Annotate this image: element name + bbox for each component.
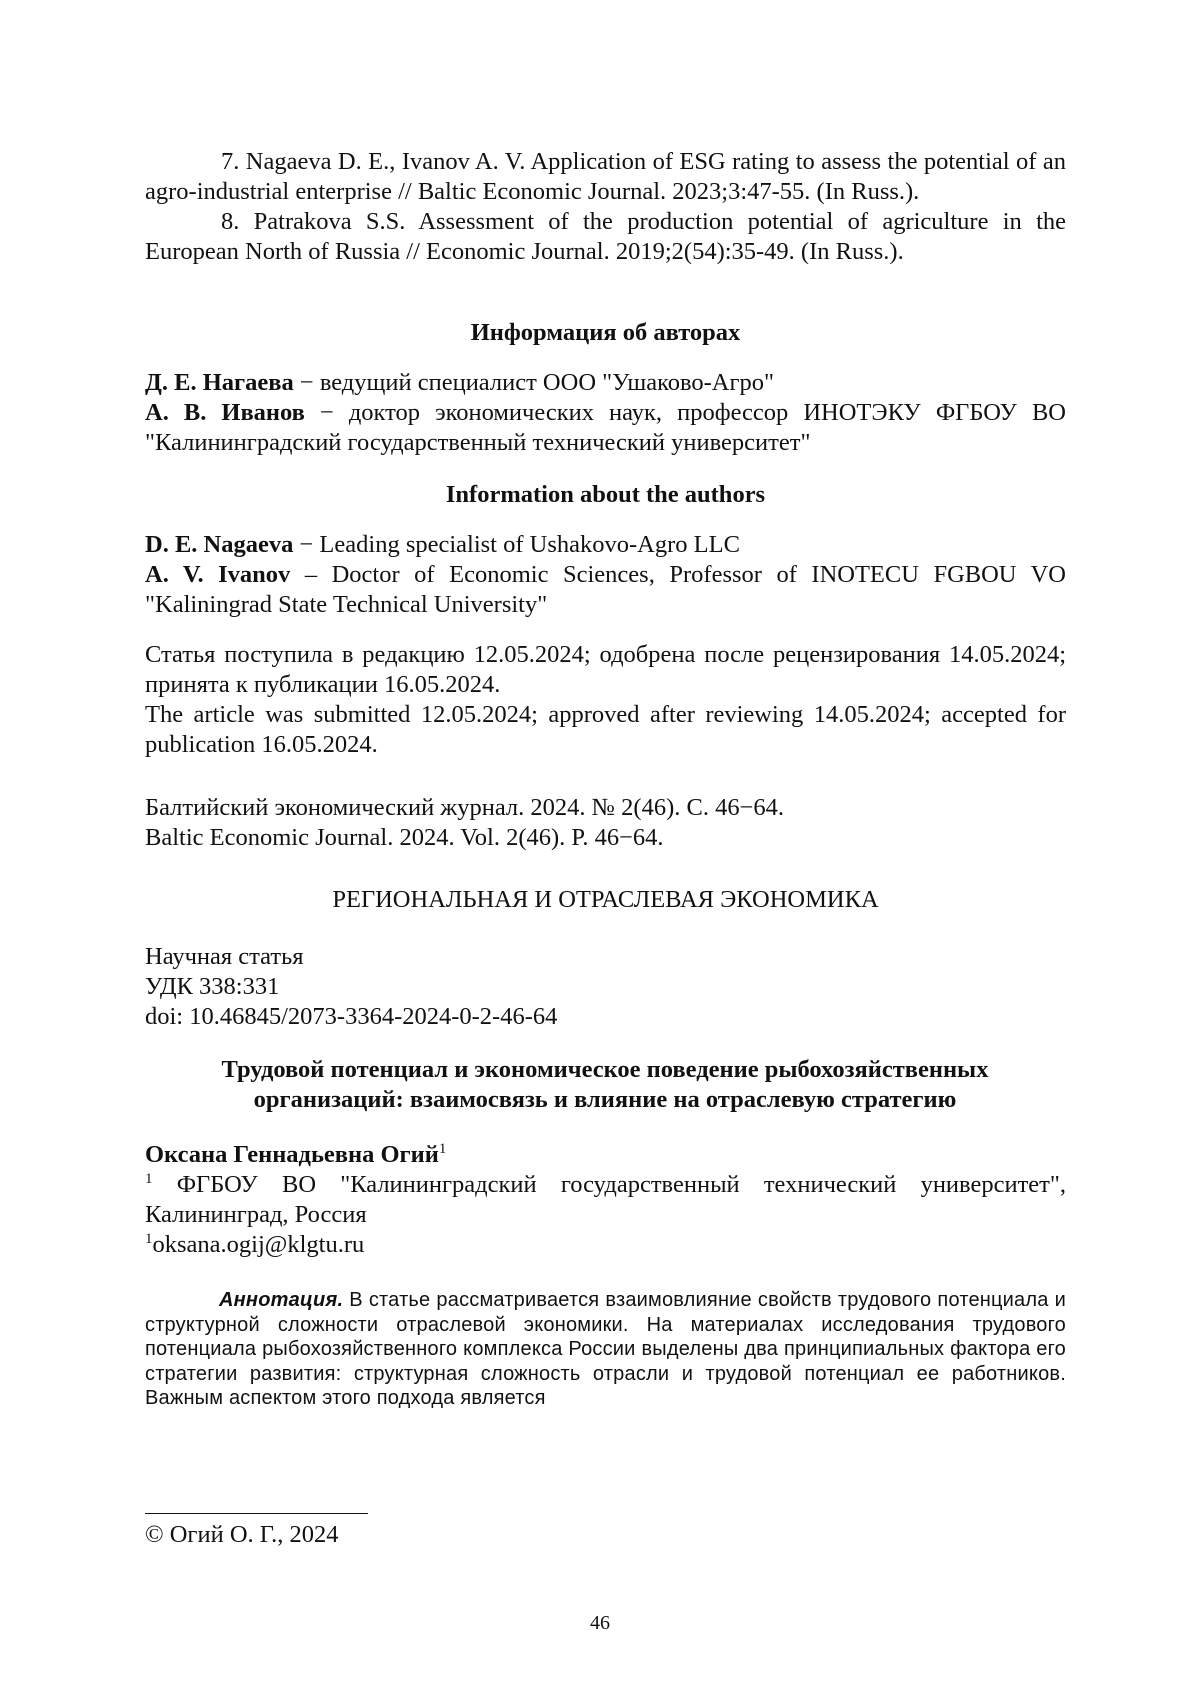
author-sup: 1 bbox=[438, 1140, 447, 1157]
author-ru-entry bbox=[145, 368, 1066, 398]
dates-en: The article was submitted 12.05.2024; approved after reviewing 14.05.2024; accepted for publication 16.05.2024. bbox=[145, 701, 1066, 758]
abstract-label: Аннотация. bbox=[219, 1289, 344, 1311]
author-ru-entry bbox=[145, 398, 1066, 458]
author-name: Оксана Геннадьевна Огий bbox=[145, 1141, 439, 1168]
article-dates bbox=[145, 640, 1066, 760]
author-description: – Doctor of Economic Sciences, Professor of INOTECU FGBOU VO "Kaliningrad State Technical University" bbox=[145, 561, 1066, 618]
citation bbox=[145, 793, 1066, 853]
dates-ru: Статья поступила в редакцию 12.05.2024; одобрена после рецензирования 14.05.2024; принята к публикации 16.05.2024. bbox=[145, 641, 1066, 698]
author-en-entry bbox=[145, 560, 1066, 620]
authors-ru-block bbox=[145, 368, 1066, 458]
reference-item: 7. Nagaeva D. E., Ivanov A. V. Application of ESG rating to assess the potential of an agro-industrial enterprise // Baltic Economic Journal. 2023;3:47-55. (In Russ.). bbox=[145, 148, 1066, 205]
footnote-divider bbox=[145, 1513, 368, 1514]
author-name: А. В. Иванов bbox=[145, 399, 305, 426]
page-number: 46 bbox=[590, 1612, 610, 1634]
citation-en: Baltic Economic Journal. 2024. Vol. 2(46). P. 46−64. bbox=[145, 824, 664, 851]
author-affiliation bbox=[145, 1170, 1066, 1230]
article-title: Трудовой потенциал и экономическое поведение рыбохозяйственных организаций: взаимосвязь и влияние на отраслевую стратегию bbox=[221, 1056, 989, 1113]
article-type: Научная статья bbox=[145, 943, 304, 970]
article-doi: doi: 10.46845/2073-3364-2024-0-2-46-64 bbox=[145, 1003, 558, 1030]
article-udc: УДК 338:331 bbox=[145, 973, 280, 1000]
author-en-entry bbox=[145, 530, 1066, 560]
author-name: D. E. Nagaeva bbox=[145, 531, 294, 558]
abstract-text: В статье рассматривается взаимовлияние свойств трудового потенциала и структурной сложности отраслевой экономики. На материалах исследования трудового потенциала рыбохозяйственного комплекса России выделены два принципиальных фактора его стратегии развития: структурная сложность отрасли и трудовой потенциал ее работников. Важным аспектом этого подхода является bbox=[145, 1289, 1066, 1409]
email-sup: 1 bbox=[145, 1230, 153, 1247]
reference-item: 8. Patrakova S.S. Assessment of the production potential of agriculture in the European North of Russia // Economic Journal. 2019;2(54):35-49. (In Russ.). bbox=[145, 208, 1066, 265]
affiliation-sup: 1 bbox=[145, 1170, 153, 1187]
section-heading: РЕГИОНАЛЬНАЯ И ОТРАСЛЕВАЯ ЭКОНОМИКА bbox=[332, 886, 879, 913]
copyright-footnote: © Огий О. Г., 2024 bbox=[145, 1521, 339, 1548]
author-name: Д. Е. Нагаева bbox=[145, 369, 294, 396]
reference-list bbox=[145, 147, 1066, 267]
author-description: − ведущий специалист ООО "Ушаково-Агро" bbox=[293, 369, 775, 396]
author-email: oksana.ogij@klgtu.ru bbox=[152, 1231, 365, 1258]
author-line bbox=[145, 1140, 1066, 1170]
article-meta bbox=[145, 942, 1066, 1032]
abstract-paragraph bbox=[145, 1288, 1066, 1411]
citation-ru: Балтийский экономический журнал. 2024. № 2(46). С. 46−64. bbox=[145, 794, 785, 821]
author-description: − Leading specialist of Ushakovo-Agro LLC bbox=[293, 531, 740, 558]
authors-en-heading: Information about the authors bbox=[445, 481, 766, 508]
authors-en-block bbox=[145, 530, 1066, 620]
author-name: A. V. Ivanov bbox=[145, 561, 291, 588]
authors-ru-heading: Информация об авторах bbox=[470, 319, 741, 346]
author-email-line bbox=[145, 1230, 1066, 1260]
author-block bbox=[145, 1140, 1066, 1260]
affiliation-text: ФГБОУ ВО "Калининградский государственный технический университет", Калининград, Россия bbox=[145, 1171, 1066, 1228]
abstract bbox=[145, 1288, 1066, 1411]
author-description: − доктор экономических наук, профессор ИНОТЭКУ ФГБОУ ВО "Калининградский государственный технический университет" bbox=[145, 399, 1066, 456]
